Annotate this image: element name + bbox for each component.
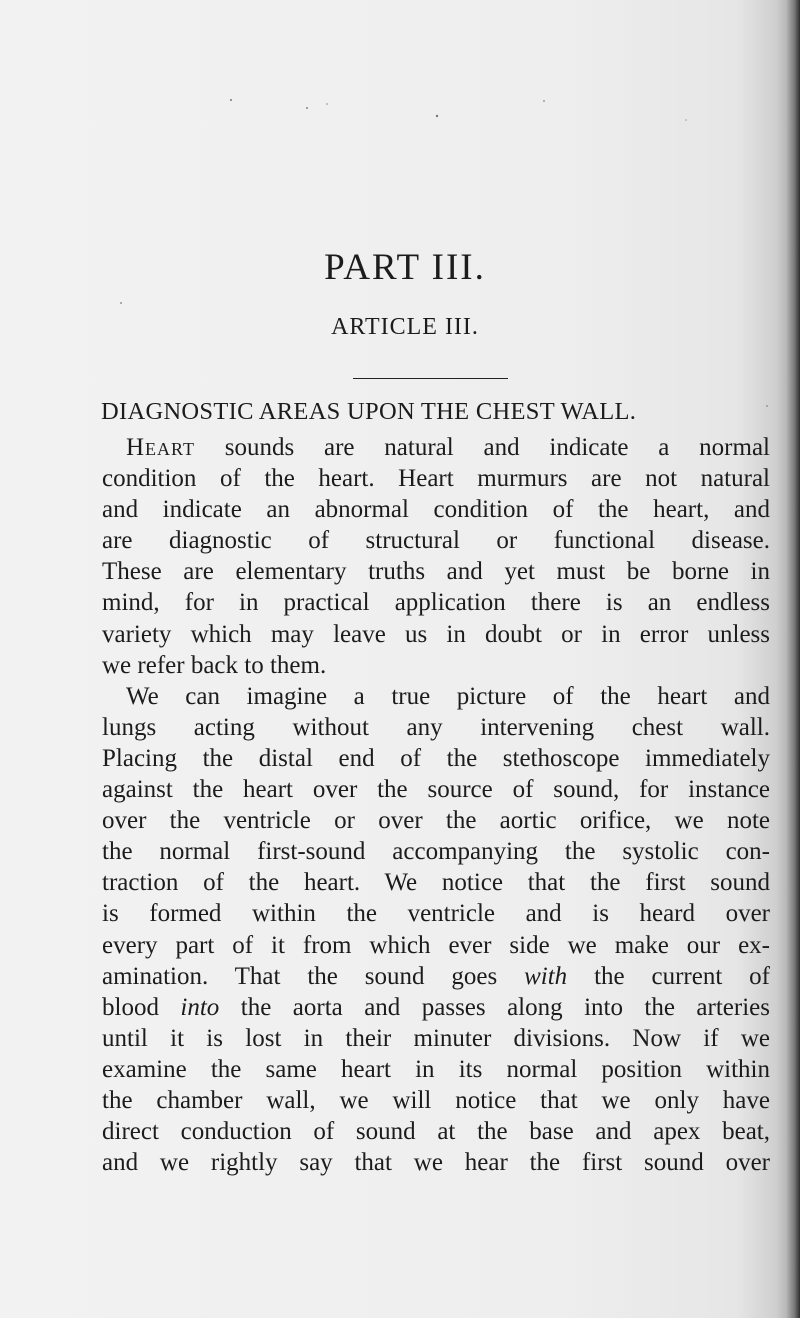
text-line: the normal first-sound accompanying the systolic con- <box>102 838 770 866</box>
text-line: mind, for in practical application there is an endless <box>102 589 770 617</box>
text-line: until it is lost in their minuter divisions. Now if we <box>102 1024 770 1052</box>
text-line: condition of the heart. Heart murmurs are not natural <box>102 465 770 493</box>
text-line: is formed within the ventricle and is heard over <box>102 900 770 928</box>
text-line: lungs acting without any intervening chest wall. <box>102 713 770 741</box>
text-line: variety which may leave us in doubt or in error unless <box>102 620 770 648</box>
text-line: examine the same heart in its normal position within <box>102 1055 770 1083</box>
italic-word: with <box>524 962 568 990</box>
text-line: Heart sounds are natural and indicate a normal <box>126 434 770 461</box>
body-text <box>102 432 770 1178</box>
text-line: and indicate an abnormal condition of the heart, and <box>102 496 770 524</box>
section-title: DIAGNOSTIC AREAS UPON THE CHEST WALL. <box>101 398 637 425</box>
text-line: over the ventricle or over the aortic orifice, we note <box>102 807 770 835</box>
text-line: the chamber wall, we will notice that we only have <box>102 1086 770 1114</box>
paragraph-1 <box>102 432 770 681</box>
divider-rule <box>353 378 508 379</box>
text-line: direct conduction of sound at the base and apex beat, <box>102 1118 770 1146</box>
text-line: blood into the aorta and passes along into the arteries <box>102 993 770 1021</box>
text-line: We can imagine a true picture of the heart and <box>126 682 770 710</box>
page-edge-shadow <box>786 0 800 1318</box>
text-line: Placing the distal end of the stethoscope immediately <box>102 744 770 772</box>
text-line: and we rightly say that we hear the first sound over <box>102 1149 770 1177</box>
text-line: we refer back to them. <box>102 651 327 679</box>
article-title: ARTICLE III. <box>331 314 479 340</box>
text-line: These are elementary truths and yet must be borne in <box>102 558 770 586</box>
text-line: amination. That the sound goes with the current of <box>102 962 770 990</box>
text-line: against the heart over the source of sound, for instance <box>102 776 770 804</box>
lead-small-caps: Heart <box>126 434 195 461</box>
paragraph-2 <box>102 681 770 1179</box>
text-line: are diagnostic of structural or functional disease. <box>102 527 770 555</box>
text-line: every part of it from which ever side we make our ex- <box>102 931 770 959</box>
text-line: traction of the heart. We notice that the first sound <box>102 869 770 897</box>
italic-word: into <box>180 993 220 1021</box>
part-title: PART III. <box>324 247 486 288</box>
